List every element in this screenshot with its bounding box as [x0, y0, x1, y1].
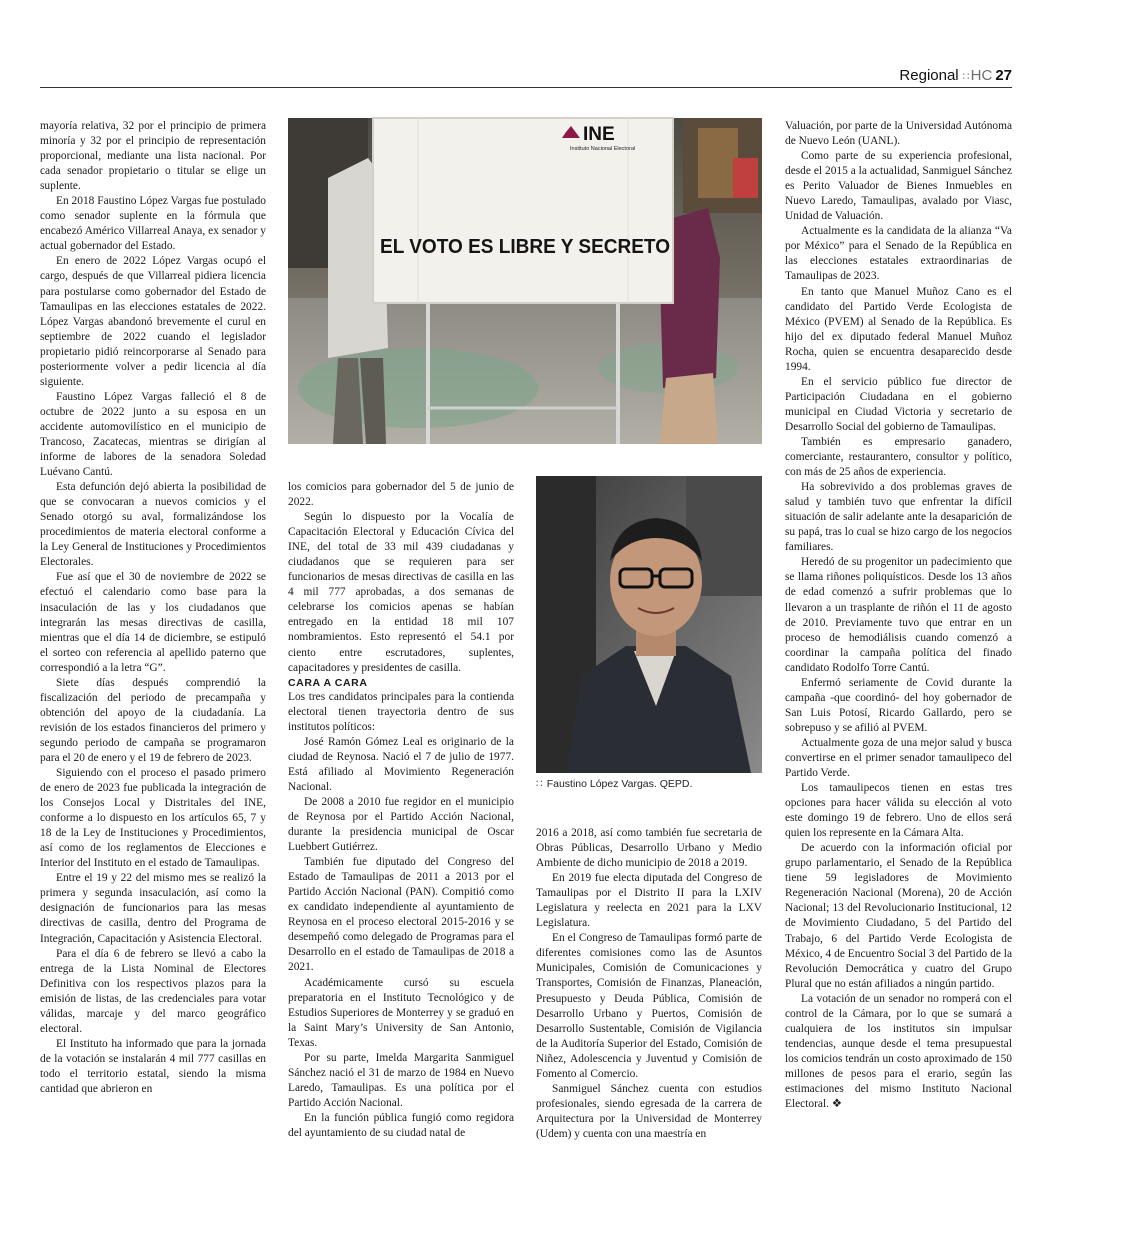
paragraph: En 2018 Faustino López Vargas fue postulado como senador suplente en la fórmula que encabezó Américo Villarreal Anaya, ex senador y actual gobernador del Estado. [40, 195, 266, 253]
booth-banner: EL VOTO ES LIBRE Y SECRETO [380, 236, 670, 258]
dots-icon: ∷ [536, 778, 543, 790]
paragraph: De 2008 a 2010 fue regidor en el municipio de Reynosa por el Partido Acción Nacional, durante la presidencia municipal de Oscar Luebbert Gutiérrez. [288, 795, 514, 854]
article-column-3 [536, 826, 762, 1188]
portrait-photo [536, 476, 762, 773]
article-column-4 [785, 119, 1012, 1189]
paragraph: Siguiendo con el proceso el pasado primero de enero de 2023 fue publicada la integración de los Consejos Local y Distritales del INE, conforme a lo dispuesto en los artículos 65, 7 y 18 de la Ley de Instituciones y Procedimientos, así como de los reglamentos de Elecciones e Interior del Instituto en el estado de Tamaulipas. [40, 767, 266, 870]
paragraph: Faustino López Vargas falleció el 8 de octubre de 2022 junto a su esposa en un accidente automovilístico en el municipio de Trancoso, Zacatecas, mientras se dirigían al informe de labores de la senadora Soledad Luévano Cantú. [40, 390, 266, 479]
article-column-2 [288, 480, 514, 1139]
paragraph: Los tamaulipecos tienen en estas tres opciones para hacer válida su elección al voto este domingo 19 de febrero. Uno de ellos será quien los represente en la Cámara Alta. [785, 782, 1012, 840]
paragraph: 2016 a 2018, así como también fue secretaria de Obras Públicas, Desarrollo Urbano y Medio Ambiente de dicho municipio de 2018 a 2019. [536, 827, 762, 870]
page-number: 27 [995, 67, 1012, 84]
section-name: Regional [899, 67, 959, 84]
paragraph: En 2019 fue electa diputada del Congreso de Tamaulipas por el Distrito II para la LXIV Legislatura y reelecta en 2021 para la LXV Legislatura. [536, 872, 762, 930]
paragraph: Según lo dispuesto por la Vocalía de Capacitación Electoral y Educación Cívica del INE, del total de 33 mil 439 ciudadanas y ciudadanos que se requieren para ser funcionarios de mesas directivas de casilla en las 4 mil 777 aprobadas, a dos semanas de celebrarse los comicios apenas se habían entregado en la entidad 18 mil 107 nombramientos. Esto representó el 54.1 por ciento entre escrutadores, suplentes, capacitadores y presidentes de casilla. [288, 511, 514, 674]
portrait-illustration [536, 476, 762, 773]
paragraph: Heredó de su progenitor un padecimiento que se llama riñones poliquísticos. Desde los 13 años de edad comenzó a sufrir problemas que lo llevaron a un trasplante de riñón el 11 de agosto de 2010. Previamente tuvo que entrar en un proceso de hemodiálisis cuando comenzó a coordinar la campaña política del finado candidato Rodolfo Torre Cantú. [785, 556, 1012, 674]
voting-booth-illustration [288, 118, 762, 444]
paragraph: También fue diputado del Congreso del Estado de Tamaulipas de 2011 a 2013 por el Partido Acción Nacional (PAN). Compitió como ex candidato independiente al ayuntamiento de Reynosa en el proceso electoral 2015-2016 y se desempeñó como delegado de Programas para el Desarrollo en el estado de Tamaulipas de 2018 a 2021. [288, 856, 514, 974]
paragraph: En tanto que Manuel Muñoz Cano es el candidato del Partido Verde Ecologista de México (PVEM) al Senado de la República. Es hijo del ex diputado federal Manuel Muñoz Rocha, quien se encuentra desaparecido desde 1994. [785, 285, 1012, 373]
paragraph: En el servicio público fue director de Participación Ciudadana en el gobierno municipal en Ciudad Victoria y secretario de Desarrollo Social del gobierno de Tamaulipas. [785, 375, 1012, 433]
voting-booth-photo [288, 118, 762, 444]
header-label [899, 66, 1012, 87]
dots-icon: ∷ [962, 71, 969, 83]
brand-name: HC [970, 67, 993, 84]
paragraph: Actualmente goza de una mejor salud y busca convertirse en el primer senador tamaulipeco del Partido Verde. [785, 736, 1012, 780]
paragraph: Sanmiguel Sánchez cuenta con estudios profesionales, siendo egresada de la carrera de Arquitectura por la Universidad de Monterrey (Udem) y cuenta con una maestría en [536, 1082, 762, 1140]
paragraph: Fue así que el 30 de noviembre de 2022 se efectuó el calendario como base para la insaculación de las y los ciudadanos que integrarán las mesas directivas de casilla, mientras que el día 14 de diciembre, se estipuló el sorteo con referencia al apellido paterno que correspondió a la letra “G”. [40, 571, 266, 674]
paragraph: De acuerdo con la información oficial por grupo parlamentario, el Senado de la República tiene 59 legisladores de Movimiento Regeneración Nacional (Morena), 20 de Acción Nacional; 13 del Revolucionario Institucional, 12 de Movimiento Ciudadano, 5 del Partido del Trabajo, 6 del Partido Verde Ecologista de México, 4 de Encuentro Social 3 del Partido de la Revolución Democrática y cuatro del Grupo Plural que no están afiliados a ningún partido. [785, 842, 1012, 990]
paragraph: La votación de un senador no romperá con el control de la Cámara, por lo que se sumará a cualquiera de los institutos sin impulsar tendencias, aunque desde el tema presupuestal los comicios tendrán un costo aproximado de 150 millones de pesos para el erario, según las estimaciones del mismo Instituto Nacional Electoral. ❖ [785, 992, 1012, 1111]
paragraph: Siete días después comprendió la fiscalización del periodo de precampaña y obtención del apoyo de la ciudadanía. La revisión de los estados financieros del primero y segundo periodo de campaña se programaron para el 20 de enero y el 19 de febrero de 2023. [40, 676, 266, 764]
paragraph: los comicios para gobernador del 5 de junio de 2022. [288, 481, 514, 509]
paragraph: En la función pública fungió como regidora del ayuntamiento de su ciudad natal de [288, 1111, 514, 1139]
paragraph: Entre el 19 y 22 del mismo mes se realizó la primera y segunda insaculación, así como la designación de funcionarios para las mesas directivas de casilla, dentro del Programa de Integración, Capacitación y Asistencia Electoral. [40, 872, 266, 945]
paragraph: En el Congreso de Tamaulipas formó parte de diferentes comisiones como las de Asuntos Municipales, Comisión de Comunicaciones y Transportes, Comisión de Finanzas, Planeación, Presupuesto y Deuda Pública, Comisión de Desarrollo Urbano y Puertos, Comisión de Desarrollo Sustentable, Comisión de Vigilancia de la Auditoría Superior del Estado, Comisión de Niñez, Adolescencia y Juventud y Comisión de Fomento al Comercio. [536, 932, 762, 1080]
portrait-caption [536, 778, 762, 790]
caption-text: Faustino López Vargas. QEPD. [546, 778, 693, 790]
header-rule [40, 87, 1012, 88]
paragraph: Como parte de su experiencia profesional, desde el 2015 a la actualidad, Sanmiguel Sánchez es Perito Valuador de Bienes Inmuebles en Nuevo Laredo, Tamaulipas, avalado por Viasc, Unidad de Valuación. [785, 150, 1012, 223]
paragraph: mayoría relativa, 32 por el principio de primera minoría y 32 por el principio de representación proporcional, mediante una lista nacional. Por cada senador propietario o titular se elige un suplente. [40, 120, 266, 193]
ine-logo-subtitle: Instituto Nacional Electoral [570, 146, 636, 152]
paragraph: Ha sobrevivido a dos problemas graves de salud y también tuvo que enfrentar la difícil situación de salir adelante ante la desaparición de su papá, tras lo cual se hizo cargo de los negocios familiares. [785, 481, 1012, 554]
paragraph: Enfermó seriamente de Covid durante la campaña -que coordinó- del hoy gobernador de San Luis Potosí, Ricardo Gallardo, pero se sobrepuso y se afilió al PVEM. [785, 676, 1012, 734]
page-header [40, 66, 1012, 88]
article-column-1 [40, 119, 266, 1189]
paragraph: Esta defunción dejó abierta la posibilidad de que se convocaran a nuevos comicios y el Senado otorgó su aval, formalizándose los procedimientos de materia electoral conforme a la Ley General de Instituciones y Procedimientos Electorales. [40, 481, 266, 569]
paragraph: Por su parte, Imelda Margarita Sanmiguel Sánchez nació el 31 de marzo de 1984 en Nuevo Laredo, Tamaulipas. Es una política por el Partido Acción Nacional. [288, 1051, 514, 1109]
paragraph: Académicamente cursó su escuela preparatoria en el Instituto Tecnológico y de Estudios Superiores de Monterrey y se graduó en la Saint Mary’s University de San Antonio, Texas. [288, 976, 514, 1049]
paragraph: José Ramón Gómez Leal es originario de la ciudad de Reynosa. Nació el 7 de julio de 1977. Está afiliado al Movimiento Regeneración Nacional. [288, 735, 514, 793]
paragraph: Para el día 6 de febrero se llevó a cabo la entrega de la Lista Nominal de Electores Definitiva con los respectivos plazos para la emisión de listas, de las credenciales para votar válidas, marcaje y del marco geográfico electoral. [40, 947, 266, 1035]
paragraph: Los tres candidatos principales para la contienda electoral tienen trayectoria dentro de sus institutos políticos: [288, 690, 514, 733]
ine-logo-text: INE [583, 124, 615, 145]
paragraph: El Instituto ha informado que para la jornada de la votación se instalarán 4 mil 777 casillas en todo el territorio estatal, siendo la misma cantidad que abrieron en [40, 1037, 266, 1095]
paragraph: Actualmente es la candidata de la alianza “Va por México” para el Senado de la República en las elecciones estatales extraordinarias de Tamaulipas de 2023. [785, 225, 1012, 283]
subhead: CARA A CARA [288, 676, 368, 689]
paragraph: También es empresario ganadero, comerciante, restaurantero, consultor y político, con más de 25 años de experiencia. [785, 435, 1012, 479]
paragraph: Valuación, por parte de la Universidad Autónoma de Nuevo León (UANL). [785, 120, 1012, 148]
paragraph: En enero de 2022 López Vargas ocupó el cargo, después de que Villarreal pidiera licencia para postularse como gobernador del Estado de Tamaulipas en las elecciones estatales de 2022. López Vargas abandonó brevemente el curul en septiembre de 2022 cuando el legislador propietario pidió reincorporarse al Senado para posteriormente volver a pedir licencia al día siguiente. [40, 255, 266, 388]
